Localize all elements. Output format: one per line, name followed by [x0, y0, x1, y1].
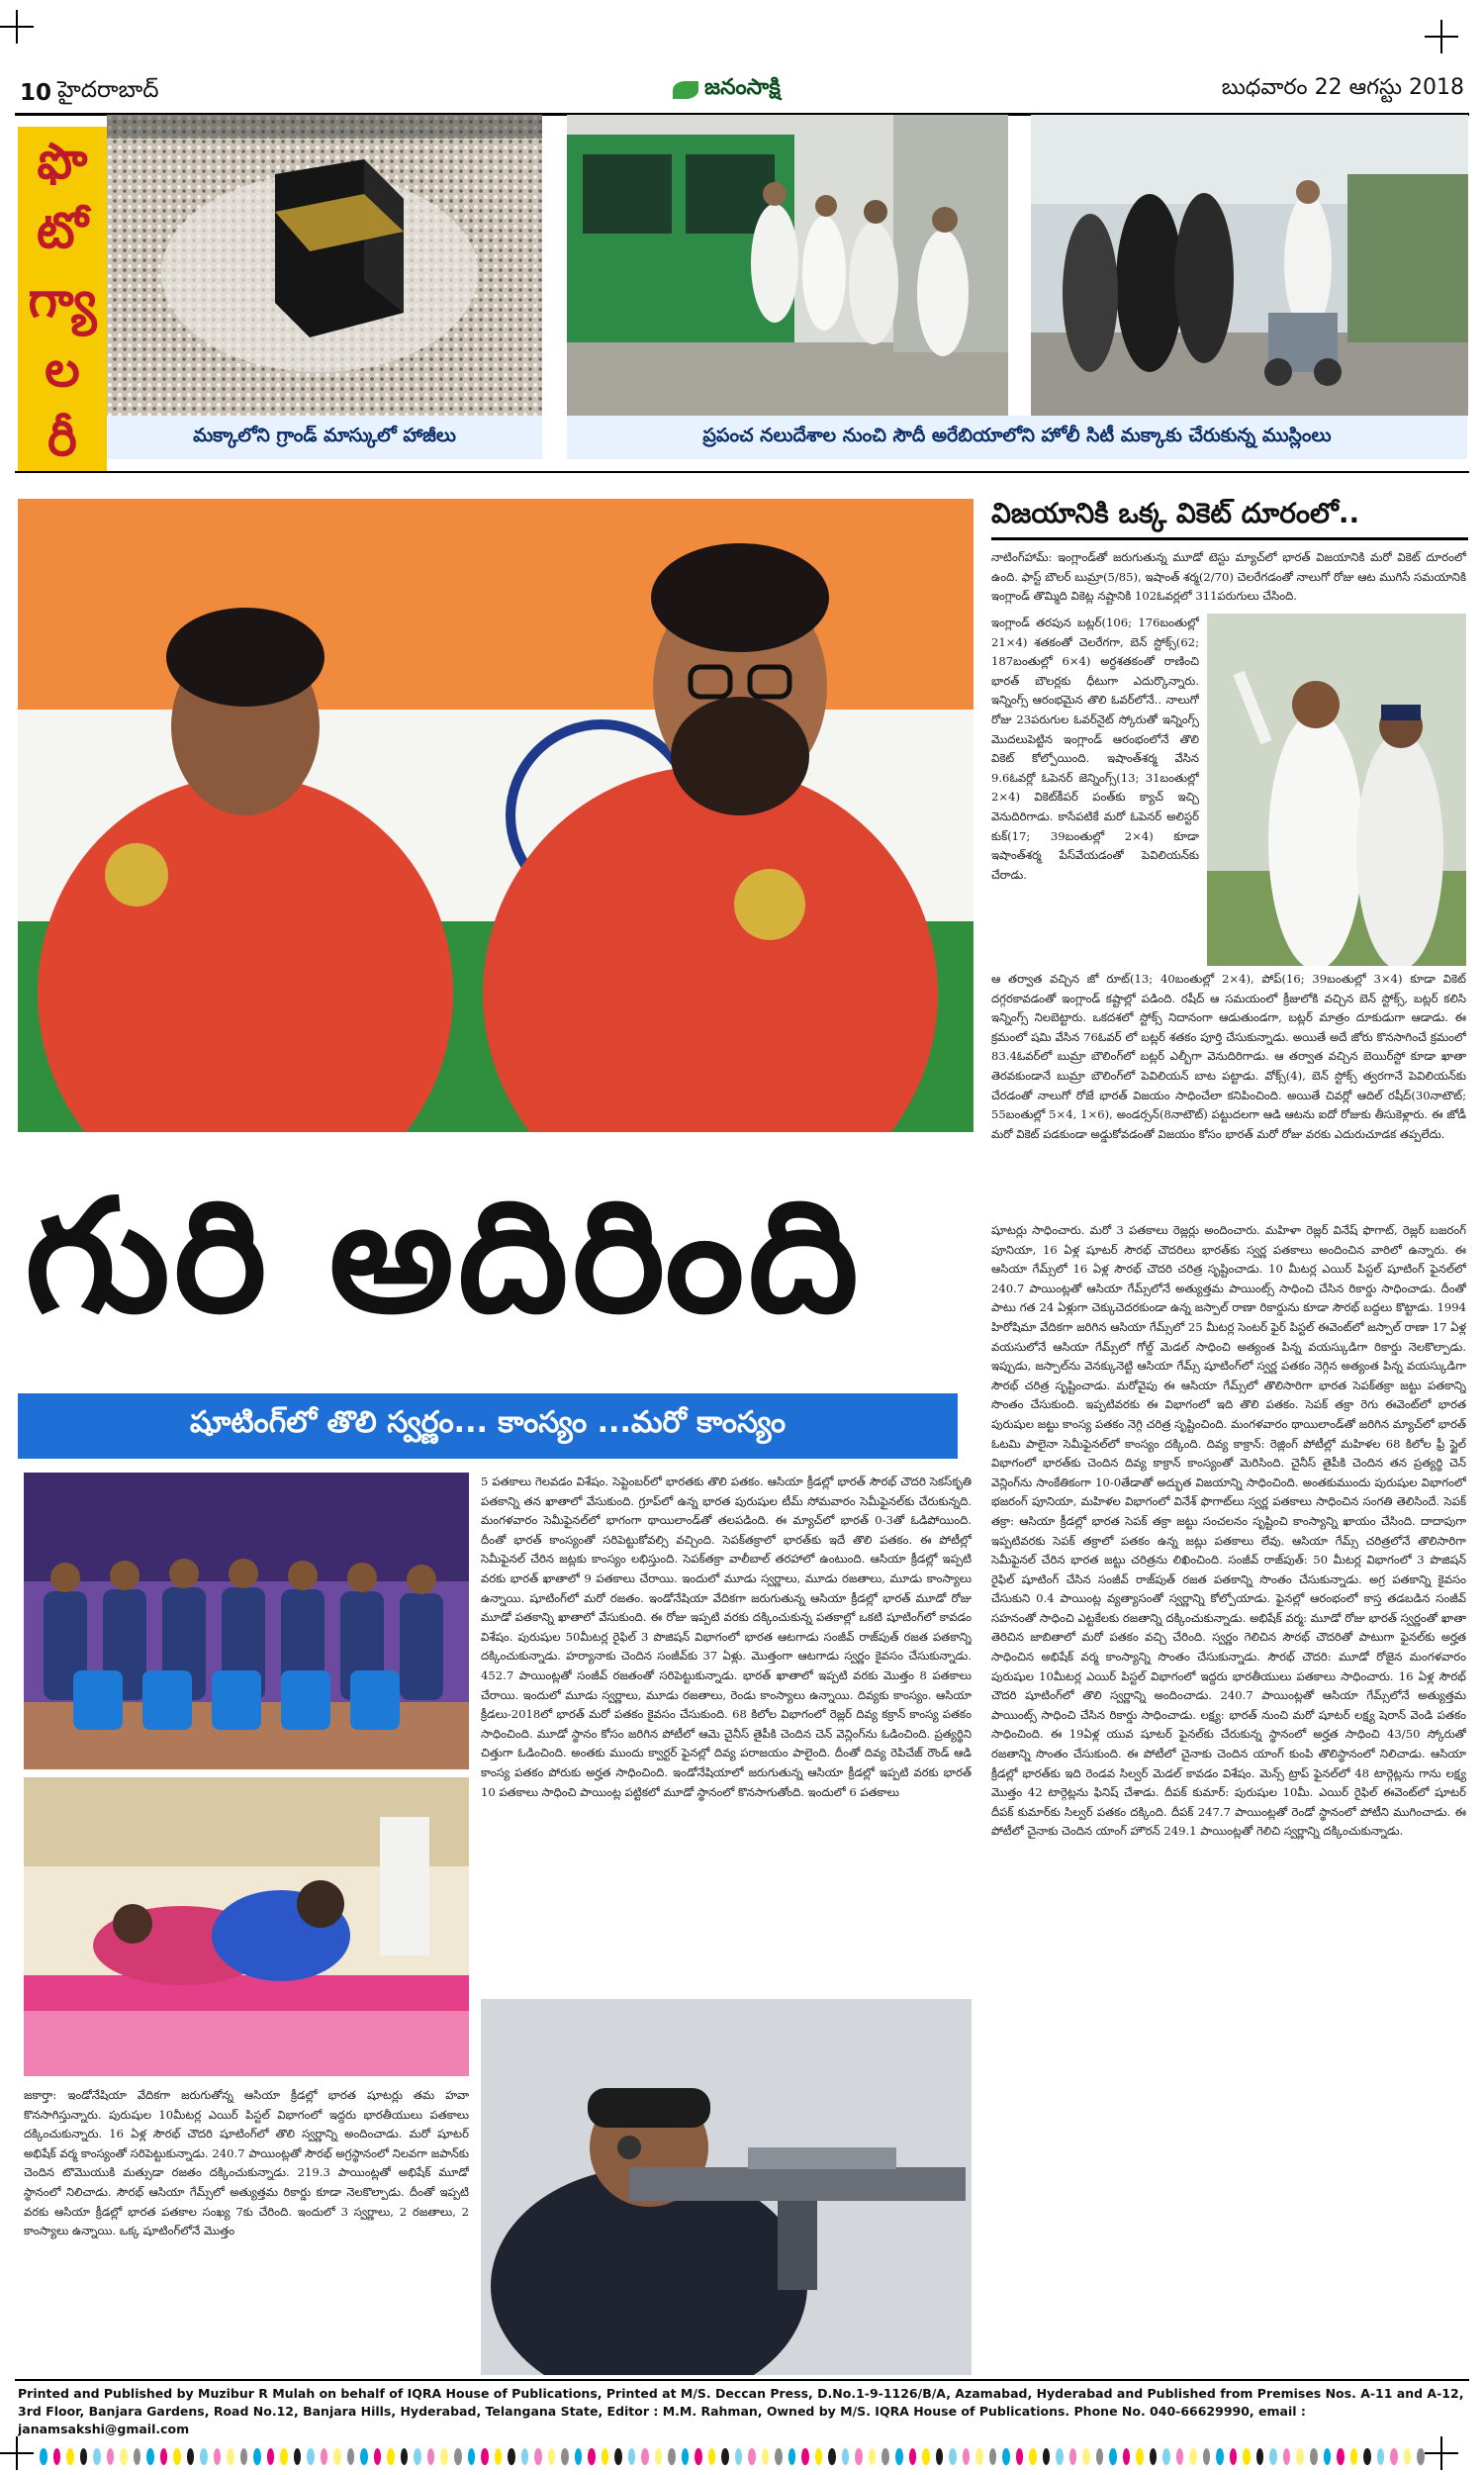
cricket-headline: విజయానికి ఒక్క వికెట్ దూరంలో..	[991, 495, 1468, 540]
footer-rule	[15, 2379, 1469, 2381]
gallery-label-char: గ్యా	[28, 271, 97, 329]
registration-mark	[0, 10, 34, 44]
medal-winners-photo	[18, 499, 974, 1132]
cricket-para-3: ఆ తర్వాత వచ్చిన జో రూట్(13; 40బంతుల్లో 2×4), పోప్(16; 39బంతుల్లో 3×4) కూడా వికెట్ దగ్గరకావడంతో ఇంగ్లాండ్ కష్టాల్లో పడింది. రషీద్ ఆ సమయంలో క్రీజులోకి వచ్చిన బెన్ స్టోక్స్, బట్లర్ కలిసి ఇన్నింగ్స్ నిలబెట్టారు. ఒకదశలో స్టోక్స్ నిదానంగా ఆడుతుండగా, బట్లర్ మాత్రం దూకుడుగా ఆడాడు. ఈ క్రమంలో షమి వేసిన 76ఓవర్ లో బట్లర్ శతకం పూర్తి చేసుకున్నాడు. అయితే అదే జోరు కొనసాగించే క్రమంలో 83.4ఓవర్‌లో బుమ్రా బౌలింగ్‌లో బట్లర్ ఎల్బీగా వెనుదిరిగాడు. ఆ తర్వాత వచ్చిన బెయిర్‌స్టో కూడా ఖాతా తెరవకుండానే బుమ్రా బౌలింగ్‌లో పెవిలియన్ బాట పట్టాడు. వోక్స్(4), బెన్ స్టోక్స్ త్వరగానే పెవిలియన్‌కు చేరడంతో నాలుగో రోజే భారత్ విజయం సాధించేలా కనిపించింది. అయితే చివర్లో ఆదిల్ రషీద్(30నాటౌట్; 55బంతుల్లో 5×4, 1×6), అండర్సన్(8నాటౌట్) పట్టుదలగా ఆడి ఆటను ఐదో రోజుకు తీసుకెళ్లారు. ఈ జోడీ మరో వికెట్ పడకుండా అడ్డుకోవడంతో విజయం కోసం భారత్ మరో రోజు వరకు ఎదురుచూడక తప్పలేదు.	[991, 972, 1466, 1141]
print-color-bar	[40, 2448, 1425, 2468]
shooting-subhead: షూటింగ్‌లో తొలి స్వర్ణం... కాంస్యం ...మరో కాంస్యం	[18, 1393, 958, 1459]
gallery-caption-right: ప్రపంచ నలుదేశాల నుంచి సౌదీ అరేబియాలోని హోలీ సిటీ మక్కాకు చేరుకున్న ముస్లింలు	[567, 416, 1467, 459]
leaf-icon	[673, 81, 698, 99]
wrestling-photo	[24, 1777, 469, 2076]
section-rule	[15, 471, 1469, 473]
masthead-logo	[673, 69, 871, 111]
registration-mark	[0, 2436, 34, 2470]
gallery-vertical-label	[18, 127, 107, 473]
gallery-label-char: ల	[45, 340, 80, 398]
shooter-photo	[481, 1999, 972, 2375]
issue-date: బుధవారం 22 ఆగస్టు 2018	[1221, 75, 1464, 100]
masthead-title: జనంసాక్షి	[704, 75, 781, 100]
registration-mark	[1425, 2436, 1458, 2470]
gallery-label-char: ఫొ	[37, 133, 88, 190]
pilgrims-street-photo	[1031, 115, 1468, 416]
pilgrims-bus-photo	[567, 115, 1008, 416]
registration-mark	[1425, 20, 1458, 53]
page-number: 10	[20, 80, 52, 106]
imprint-line: Printed and Published by Muzibur R Mulah on behalf of IQRA House of Publications, Printed at M/S. Deccan Press, D.No.1-9-1126/B/A, Azamabad, Hyderabad and Published from Premises Nos. A-11 and A-12, 3rd Floor, Banjara Gardens, Road No.12, Banjara Hills, Hyderabad, Telangana State, Editor : M.M. Rahman, Owned by M/S. IQRA House of Publications. Phone No. 040-66629990, email : janamsakshi@gmail.com	[18, 2386, 1464, 2436]
shooting-middle-column: 5 పతకాలు గెలవడం విశేషం. సెప్టెంబర్‌లో భారతకు తొలి పతకం. ఆసియా క్రీడల్లో భారత్ సౌరభ్ చౌదరి సెకస్‌కృతి పతకాన్ని తన ఖాతాలో వేసుకుంది. గ్రూప్‌‌లో ఉన్న భారత పురుషుల టీమ్ సోమవారం సెమీఫైనల్‌కు చేరుకున్నది. మంగళవారం సెమీఫైనల్‌లో భాగంగా థాయిలాండ్‌తో తలపడింది. ఈ మ్యాచ్‌లో భారత్ 0-3తో ఓడిపోయింది. దీంతో భారత్ కాంస్యంతో సరిపెట్టుకోవల్సి వచ్చింది. సెపక్‌తక్రాలో భారత్‌కు ఇదే తొలి పతకం. ఈ పోటీల్లో సెమీఫైనల్ చేరిన జట్లకు కాంస్యం లభిస్తుంది. సెపక్‌తక్రా వాలీబాల్ తరహాలో ఉంటుంది. ఆసియా క్రీడల్లో ఇప్పటి వరకు భారత్ ఖాతాలో 9 పతకాలు చేరాయి. ఇందులో మూడు స్వర్ణాలు, మూడు రజతాలు, మూడు కాంస్యాలు ఉన్నాయి. షూటింగ్‌లో మరో రజతం. ఇండోనేషియా వేదికగా జరుగుతున్న ఆసియా క్రీడల్లో భారత్ మూడో రోజు మూడో పతకాన్ని ఖాతాలో వేసుకుంది. ఈ రోజు ఇప్పటి వరకు దక్కించుకున్న పతకాల్లో ఒకటి షూటింగ్‌లో కావడం విశేషం. పురుషుల 50మీటర్ల రైఫిల్ 3 పొజిషన్ విభాగంలో భారత ఆటగాడు సంజీవ్ రాజ్‌పుత్ రజత పతకాన్ని దక్కించుకున్నాడు. హర్యానాకు చెందిన సంజీవ్‌కు 37 ఏళ్లు. మొత్తంగా ఆటగాడు స్వర్ణం కైవసం చేసుకున్నాడు. 452.7 పాయింట్లతో సంజీవ్ రజతంతో సరిపెట్టుకున్నాడు. భారత్ ఖాతాలో ఇప్పటి వరకు మొత్తం 8 పతకాలు చేరాయి. ఇందులో మూడు స్వర్ణాలు, మూడు రజతాలు, రెండు కాంస్యాలు ఉన్నాయి. దివ్యకు కాంస్యం. ఆసియా క్రీడలు-2018లో భారత్ మరో పతకం కైవసం చేసుకుంది. 68 కిలోల విభాగంలో రెజ్లర్ దివ్య కక్రాన్ కాంస్య పతకం సాధించింది. మూడో స్థానం కోసం జరిగిన పోటీలో ఆమె చైనీస్ తైపీకి చెందిన చెన్ వెన్లింగ్‌ను ఓడించింది. ప్రత్యర్థిని చిత్తుగా ఓడించింది. అంతకు ముందు క్వార్టర్ ఫైనల్లో దివ్య పరాజయం పాలైంది. దీంతో దివ్య రెపిచేజ్ రౌండ్ ఆడి కాంస్య పతకం పోరుకు అర్హత సాధించింది. ఇండోనేషియాలో జరుగుతున్న ఆసియా క్రీడల్లో ఇప్పటి వరకు భారత్ 10 పతకాలు సాధించి పాయింట్ల పట్టికలో మూడో స్థానంలో కొనసాగుతోంది. ఇందులో 6 పతకాలు	[481, 1475, 972, 1799]
page-header-left	[20, 75, 247, 111]
gallery-label-char: రీ	[47, 410, 77, 467]
shooting-headline: గురి అదిరింది	[25, 1166, 863, 1348]
shooting-lower-left: జకార్తా: ఇండోనేషియా వేదికగా జరుగుతోన్న ఆసియా క్రీడల్లో భారత షూటర్లు తమ హవా కొనసాగిస్తున్నారు. పురుషుల 10మీటర్ల ఎయిర్ పిస్టల్ విభాగంలో ఇద్దరు భారతీయులు పతకాలు దక్కించుకున్నారు. 16 ఏళ్ల సౌరభ్ చౌదరి షూటింగ్‌లో తొలి స్వర్ణాన్ని అందించాడు. మరో షూటర్ అభిషేక్ వర్మ కాంస్యంతో సరిపెట్టుకున్నాడు. 240.7 పాయింట్లతో సౌరభ్ అగ్రస్థానంలో నిలవగా జపాన్‌కు చెందిన టొమొయుకి మత్సుడా రజతం దక్కించుకున్నాడు. 219.3 పాయింట్లతో అభిషేక్ మూడో స్థానంలో నిలిచాడు. సౌరభ్ ఆసియా గేమ్స్‌లో అత్యుత్తమ రికార్డు కూడా నెలకొల్పాడు. దీంతో ఇప్పటి వరకు ఆసియా క్రీడల్లో భారత పతకాల సంఖ్య 7కు చేరింది. ఇందులో 3 స్వర్ణాలు, 2 రజతాలు, 2 కాంస్యాలు ఉన్నాయి. ఒక్క షూటింగ్‌లోనే మొత్తం	[24, 2088, 469, 2238]
gallery-label-char: టో	[37, 202, 88, 259]
cricket-para-2: ఇంగ్లాండ్ తరపున బట్లర్(106; 176బంతుల్లో 21×4) శతకంతో చెలరేగగా, బెన్ స్టోక్స్(62; 187బంతుల్లో 6×4) అర్ధశతకంతో రాణించి భారత్ బౌలర్లకు ధీటుగా ఎదుర్కొన్నారు. ఇన్నింగ్స్ ఆరంభమైన తొలి ఓవర్‌లోనే.. నాలుగో రోజు 23పరుగుల ఓవర్‌నైట్ స్కోరుతో ఇన్నింగ్స్ మొదలుపెట్టిన ఇంగ్లాండ్ ఆరంభంలోనే తొలి వికెట్ కోల్పోయింది. ఇషాంత్‌శర్మ వేసిన 9.6ఓవర్లో ఓపెనర్ జెన్నింగ్స్(13; 31బంతుల్లో 2×4) వికెట్‌కీపర్ పంత్‌కు క్యాచ్ ఇచ్చి వెనుదిరిగాడు. కాసేపటికే మరో ఓపెనర్ అలిస్టర్ కుక్(17; 39బంతుల్లో 2×4) కూడా ఇషాంత్‌శర్మ పేస్‌వేయడంతో పెవిలియన్‌కు చేరాడు.	[991, 616, 1199, 882]
kaaba-photo	[107, 115, 542, 416]
cricket-players-photo	[1207, 614, 1466, 966]
gallery-caption-left: మక్కాలోని గ్రాండ్ మాస్కులో హాజీలు	[107, 416, 542, 459]
sepaktakraw-team-photo	[24, 1473, 469, 1769]
shooting-right-column: షూటర్లు సాధించారు. మరో 3 పతకాలు రెజ్లర్లు అందించారు. మహిళా రెజ్లర్ వినేష్ ఫొగాట్, రెజ్లర్ బజరంగ్ పూనియా, 16 ఏళ్ల షూటర్ సౌరభ్ చౌదరిలు భారత్‌కు స్వర్ణ పతకాలు అందించిన వారిలో ఉన్నారు. ఈ ఆసియా గేమ్స్‌లో 16 ఏళ్ల సౌరభ్ చౌదరి చరిత్ర సృష్టించాడు. 10 మీటర్ల ఎయిర్ పిస్టల్ షూటింగ్ ఫైనల్‌లో 240.7 పాయింట్లతో ఆసియా గేమ్స్‌లోనే అత్యుత్తమ పాయింట్స్ సాధించి చేసిన రికార్డు సాధించాడు. దీంతో పాటు గత 24 ఏళ్లుగా చెక్కుచెదరకుండా ఉన్న జస్పాల్ రాణా రికార్డును కూడా సౌరభ్ బద్దలు కొట్టాడు. 1994 హిరోషిమా వేదికగా జరిగిన ఆసియా గేమ్స్‌లో 25 మీటర్ల సెంటర్ ఫైర్ పిస్టల్ ఈవెంట్‌లో జస్పాల్ రాణా 17 ఏళ్ల వయసులోనే ఆసియా గేమ్స్‌లో గోల్డ్ మెడల్ సాధించి అత్యంత పిన్న వయస్కుడిగా రికార్డు నెలకొల్పాడు. ఇప్పుడు, జస్పాల్‌ను వెనక్కునెట్టి ఆసియా గేమ్స్ షూటింగ్‌లో స్వర్ణ పతకం నెగ్గిన అత్యంత పిన్న వయస్కుడిగా సౌరభ్ చరిత్ర సృష్టించాడు. మరోవైపు ఈ ఆసియా గేమ్స్‌లో తొలిసారిగా భారత సెపక్‌తక్రా జట్టు పతకాన్ని సొంతం చేసుకుంది. ఇప్పటివరకు ఈ విభాగంలో ఇది తొలి పతకం. సెపక్ తక్రా రెగు ఈవెంట్‌లో భారత పురుషుల జట్టు కాంస్య పతకం నెగ్గి చరిత్ర సృష్టించింది. మంగళవారం థాయిలాండ్‌తో జరిగిన మ్యాచ్‌లో భారత్ ఓటమి పాలైనా సెమీఫైనల్‌లో కాంస్యం దక్కింది. దివ్య కాక్రాన్: రెజ్లింగ్ పోటీల్లో మహిళల 68 కిలోల ఫ్రీ స్టైల్ విభాగంలో భారత్‌కు చెందిన దివ్య కాక్రాన్ కాంస్యంతో మెరిసింది. చైనీస్ తైపీకి చెందిన తన ప్రత్యర్థి చెన్ వెన్లింగ్‌ను సాంకేతికంగా 10-0తేడాతో అద్భుత విజయాన్ని సాధించింది. అంతకుముందు పురుషుల విభాగంలో భజరంగ్ పూనియా, మహిళల విభాగంలో వినేశ్ ఫొగాట్‌లు స్వర్ణ పతకాలు సాధించిన సంగతి తెలిసిందే. సెపక్ తక్రా: ఆసియా క్రీడల్లో భారత సెపక్ తక్రా జట్టు సంచలనం సృష్టించి కాంస్యాన్ని ఖాయం చేసింది. దాదాపుగా ఇప్పటివరకు సెపక్ తక్రాలో పతకం ఉన్న జట్లు పతకాలు లేవు. ఆసియా గేమ్స్ చరిత్రలోనే తొలిసారిగా సెమీఫైనల్ చేరిన భారత జట్టు చరిత్రను లిఖించింది. సంజీవ్ రాజ్‌పుత్: 50 మీటర్ల విభాగంలో 3 పొజిషన్ రైఫిల్ షూటింగ్ చేసిన సంజీవ్ రాజ్‌పుత్ రజత పతకాన్ని సొంతం చేసుకున్నాడు. అగ్ర పతకాన్ని కైవసం చేసుకుని 0.4 పాయింట్ల వ్యత్యాసంతో స్వర్ణాన్ని కోల్పోయాడు. ఫైనల్లో ఆరంభంలో కాస్త తడబడిన సంజీవ్ సహనంతో సాధించి ఎట్టకేలకు రజతాన్ని దక్కించుకున్నాడు. అభిషేక్ వర్మ: మూడో రోజు భారత్ స్వర్ణంతో ఖాతా తెరిచిన జాబితాలో మరో పతకం వచ్చి చేరింది. స్వర్ణం గెలిచిన సౌరభ్ చౌదరితో పాటుగా ఫైనల్‌కు అర్హత సాధించిన అభిషేక్ వర్మ కాంస్యాన్ని సొంతం చేసుకున్నాడు. సౌరభ్ చౌదరి: మూడో రోజైన మంగళవారం పురుషుల 10మీటర్ల ఎయిర్ పిస్టల్ విభాగంలో ఇద్దరు భారతీయులు పతకాలు సాధించారు. 16 ఏళ్ల సౌరభ్ చౌదరి షూటింగ్‌లో తొలి స్వర్ణాన్ని అందించాడు. 240.7 పాయింట్లతో ఆసియా గేమ్స్‌లోనే అత్యుత్తమ పాయింట్స్ సాధించి చేసిన రికార్డు సాధించాడు. లక్ష్య: భారత్ నుంచి మరో షూటర్ లక్ష్య షెరాన్ వెండి పతకం సాధించింది. ఈ 19ఏళ్ల యువ షూటర్ ఫైనల్‌కు చేరుకున్న స్థానంలో అర్హత సాధించి 43/50 స్కోరుతో రజతాన్ని సొంతం చేసుకుంది. ఈ పోటీలో చైనాకు చెందిన యాంగ్ కుంపి తొలిస్థానంలో నిలిచాడు. ఆసియా క్రీడల్లో భారత్‌కు ఇది రెండవ సిల్వర్ మెడల్ కావడం విశేషం. మెన్స్ ట్రాప్ ఫైనల్‌లో 48 టార్గెట్లను గాను లక్ష్య మొత్తం 42 టార్గెట్లను ఫినిష్ చేశాడు. దీపక్ కుమార్: పురుషుల 10మీ. ఎయిర్ రైఫిల్ ఈవెంట్‌లో షూటర్ దీపక్ కుమార్‌కు సిల్వర్ పతకం దక్కింది. దీపక్ 247.7 పాయింట్లతో రెండో స్థానంలో పోటీని ముగించాడు. ఈ పోటీలో చైనాకు చెందిన యాంగ్ హౌరన్ 249.1 పాయింట్లతో గెలిచి స్వర్ణాన్ని దక్కించుకున్నాడు.	[991, 1223, 1466, 1839]
cricket-para-1: నాటింగ్‌హామ్: ఇంగ్లాండ్‌తో జరుగుతున్న మూడో టెస్టు మ్యాచ్‌లో భారత్ విజయానికి మరో వికెట్ దూరంలో ఉంది. ఫాస్ట్ బౌలర్ బుమ్రా(5/85), ఇషాంత్ శర్మ(2/70) చెలరేగడంతో నాలుగో రోజు ఆట ముగిసే సమయానికి ఇంగ్లాండ్ తొమ్మిది వికెట్ల నష్టానికి 102ఓవర్లలో 311పరుగులు చేసింది.	[991, 550, 1466, 604]
city-label: హైదరాబాద్	[57, 77, 159, 103]
